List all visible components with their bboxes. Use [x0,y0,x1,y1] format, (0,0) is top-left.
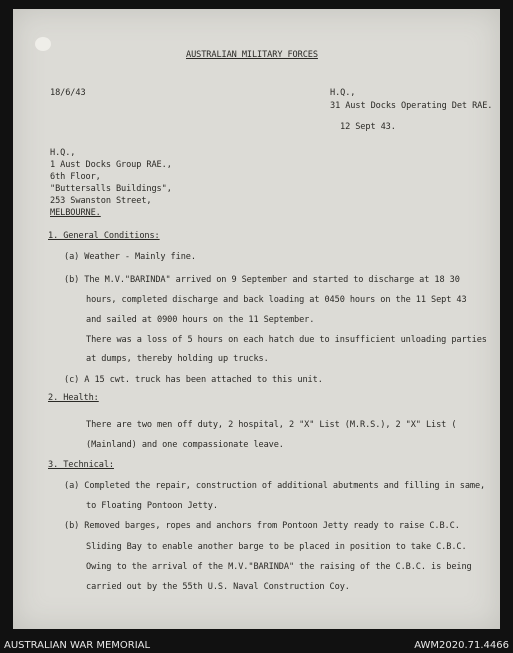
document-page [13,9,500,629]
footer-accession-number: AWM2020.71.4466 [414,640,509,651]
paragraph-line: (a) Weather - Mainly fine. [64,252,196,262]
sender-hq: H.Q., [330,88,356,98]
paragraph-line: and sailed at 0900 hours on the 11 September. [86,315,315,325]
paragraph-line: Sliding Bay to enable another barge to be placed in position to take C.B.C. [86,542,467,552]
paragraph-line: There was a loss of 5 hours on each hatch due to insufficient unloading parties [86,335,487,345]
paragraph-line: (Mainland) and one compassionate leave. [86,440,284,450]
paragraph-line: There are two men off duty, 2 hospital, 2 "X" List (M.R.S.), 2 "X" List ( [86,420,457,430]
footer-institution: AUSTRALIAN WAR MEMORIAL [4,640,151,651]
paragraph-line: to Floating Pontoon Jetty. [86,501,218,511]
section-heading: 3. Technical: [48,460,114,470]
paragraph-line: carried out by the 55th U.S. Naval Construction Coy. [86,582,350,592]
address-line: 1 Aust Docks Group RAE., [50,160,172,170]
address-line: 253 Swanston Street, [50,196,152,206]
address-city: MELBOURNE. [50,208,101,218]
sender-unit: 31 Aust Docks Operating Det RAE. [330,101,493,111]
reference-number: 18/6/43 [50,88,86,98]
archive-footer [0,638,513,653]
paragraph-line: (c) A 15 cwt. truck has been attached to this unit. [64,375,323,385]
section-heading: 1. General Conditions: [48,231,160,241]
document-title: AUSTRALIAN MILITARY FORCES [186,50,318,60]
address-line: "Buttersalls Buildings", [50,184,172,194]
paragraph-line: hours, completed discharge and back loading at 0450 hours on the 11 Sept 43 [86,295,467,305]
paragraph-line: at dumps, thereby holding up trucks. [86,354,269,364]
paragraph-line: (b) The M.V."BARINDA" arrived on 9 September and started to discharge at 18 30 [64,275,460,285]
address-line: H.Q., [50,148,76,158]
section-heading: 2. Health: [48,393,99,403]
paragraph-line: (a) Completed the repair, construction of additional abutments and filling in same, [64,481,486,491]
paragraph-line: (b) Removed barges, ropes and anchors from Pontoon Jetty ready to raise C.B.C. [64,521,460,531]
address-line: 6th Floor, [50,172,101,182]
letter-date: 12 Sept 43. [340,122,396,132]
paragraph-line: Owing to the arrival of the M.V."BARINDA" the raising of the C.B.C. is being [86,562,472,572]
paper-blemish [35,37,51,51]
